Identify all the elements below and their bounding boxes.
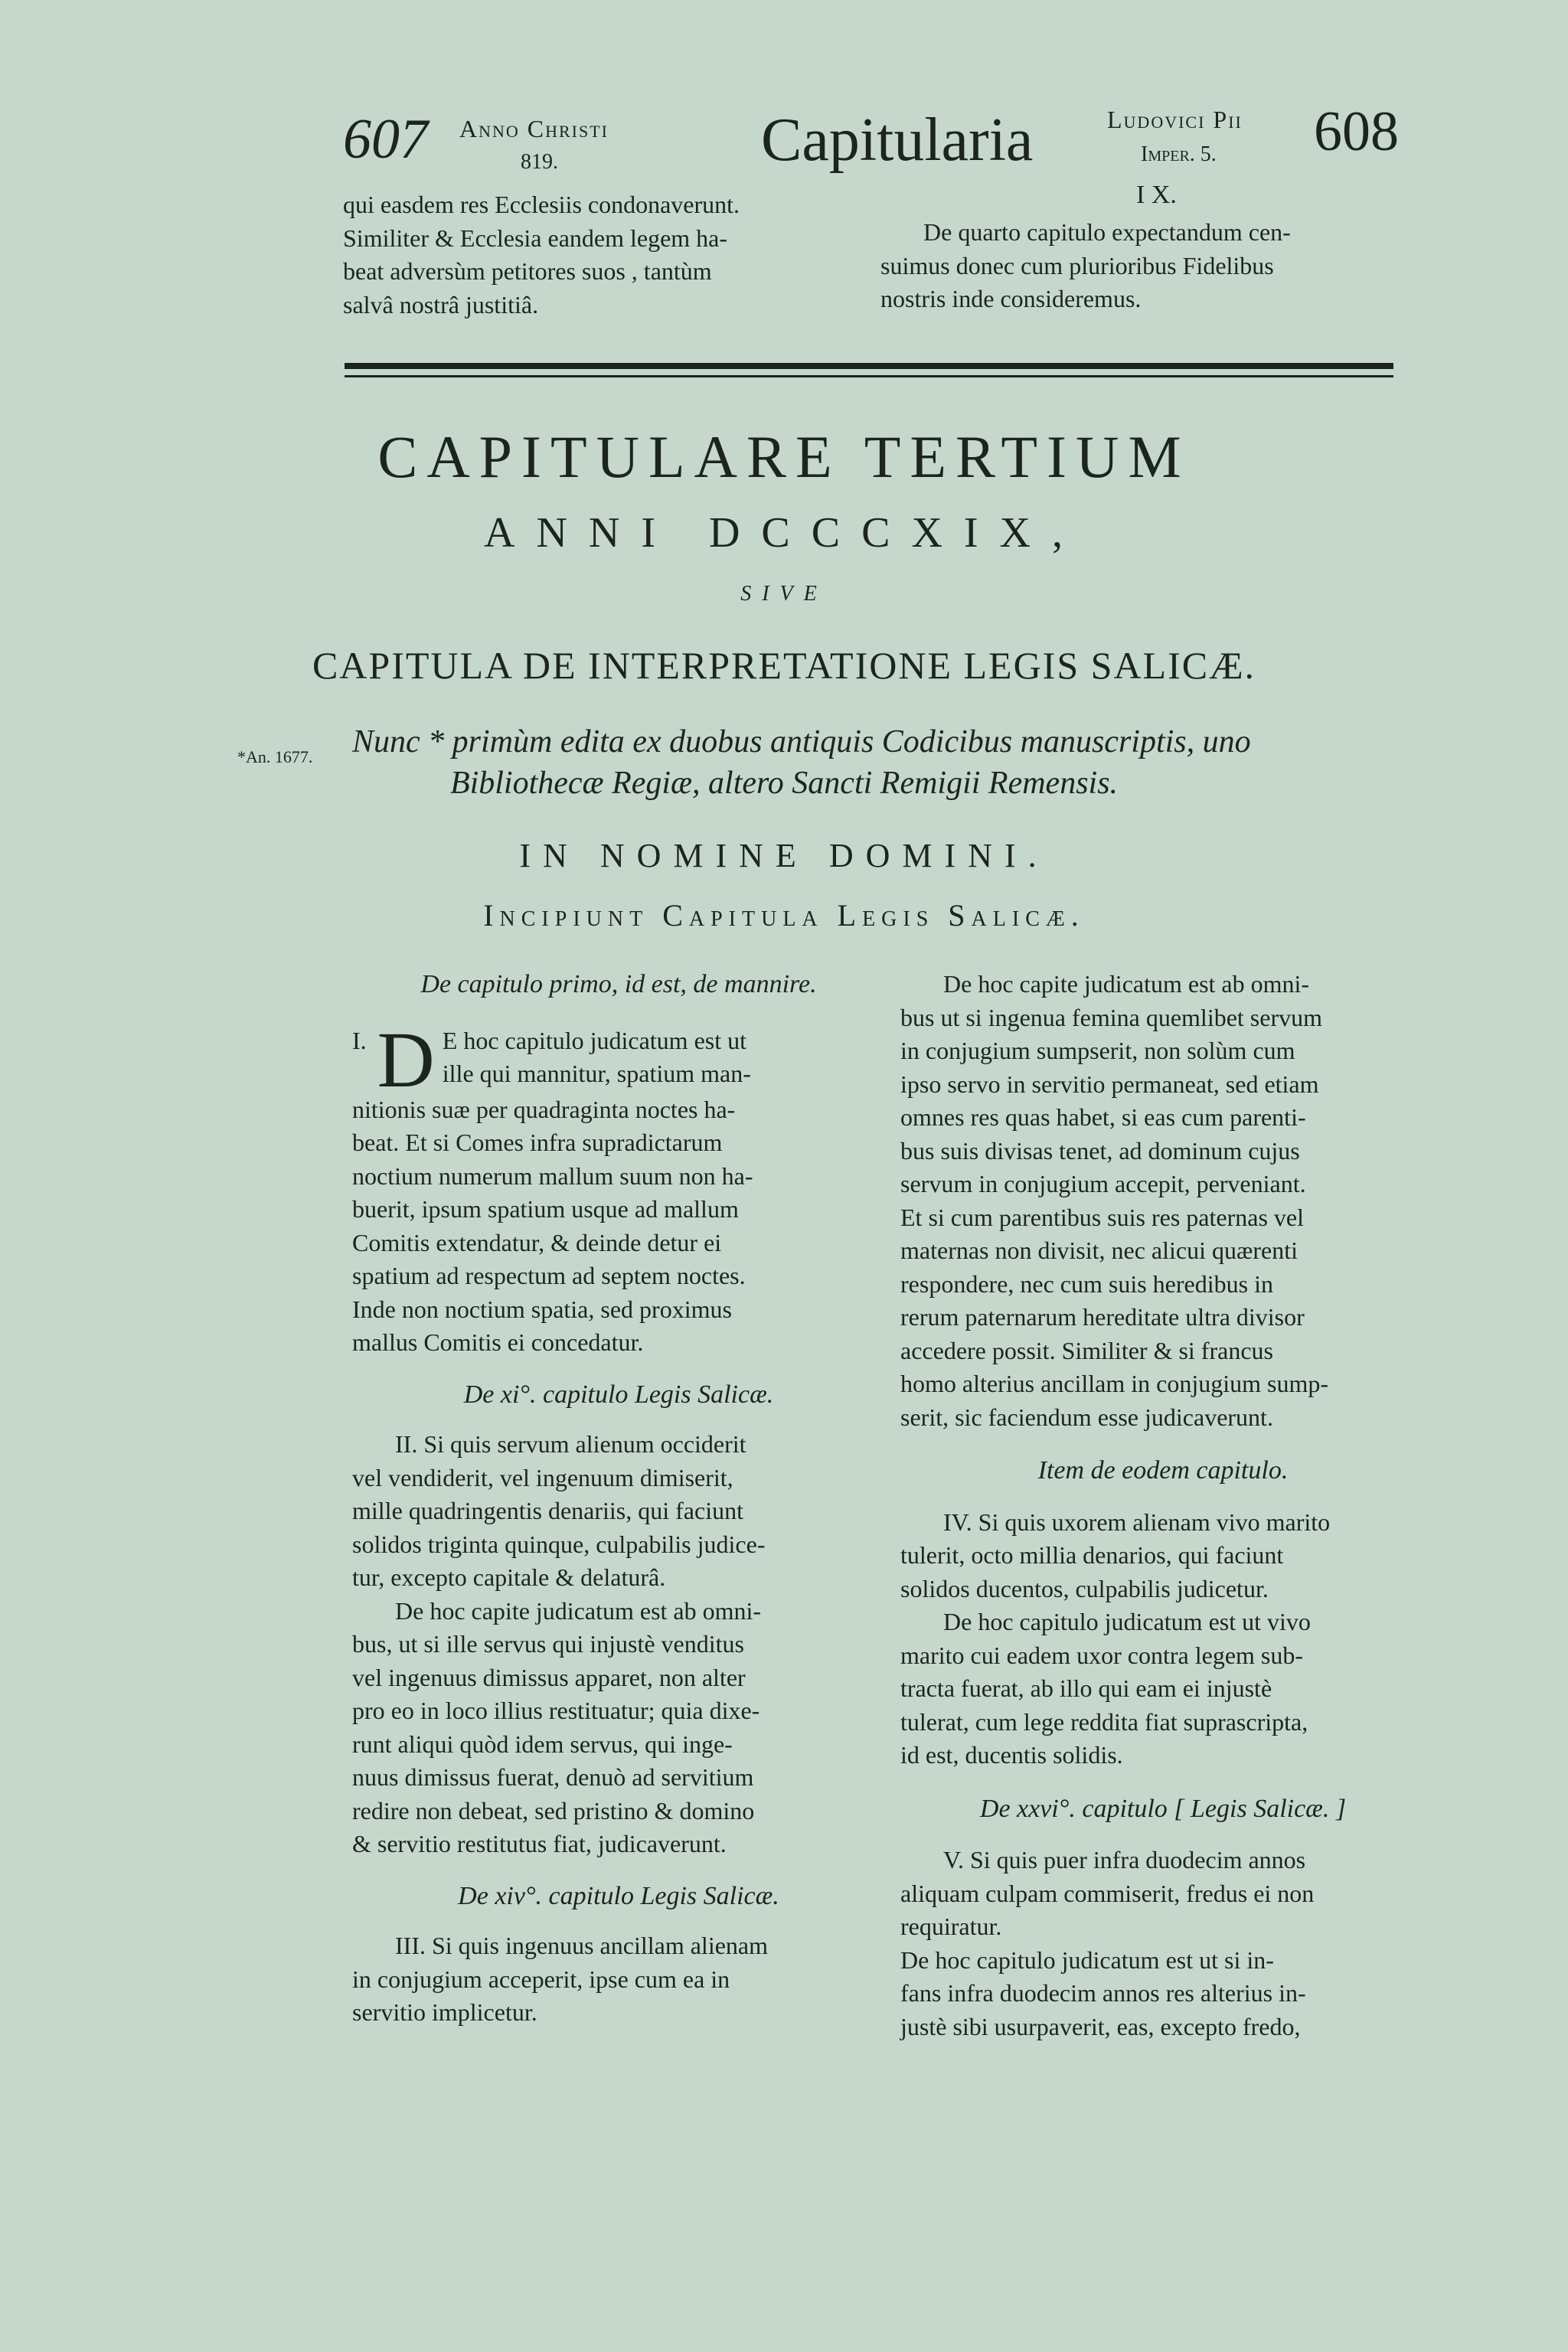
text-line: De hoc capitulo judicatum est ut si in-: [900, 1945, 1274, 1974]
text-line: in conjugium sumpserit, non solùm cum: [900, 1037, 1295, 1064]
text-line: beat adversùm petitores suos , tantùm: [343, 257, 712, 285]
paragraph-number: I.: [352, 1026, 367, 1054]
text-line: mille quadringentis denariis, qui faciunt: [352, 1497, 743, 1524]
text-line: homo alterius ancillam in conjugium sump-: [900, 1370, 1329, 1397]
text-line: rerum paternarum hereditate ultra divisor: [900, 1303, 1305, 1331]
text-line: maternas non divisit, nec alicui quærenti: [900, 1236, 1298, 1264]
subheading: De xxvi°. capitulo [ Legis Salicæ. ]: [979, 1794, 1347, 1823]
text-line: id est, ducentis solidis.: [900, 1741, 1123, 1769]
text-line: Comitis extendatur, & deinde detur ei: [352, 1228, 722, 1256]
text-line: Similiter & Ecclesia eandem legem ha-: [343, 224, 728, 252]
text-line: runt aliqui quòd idem servus, qui inge-: [352, 1730, 733, 1758]
text-line: E hoc capitulo judicatum est ut: [442, 1026, 746, 1054]
text-line: ille qui mannitur, spatium man-: [442, 1060, 751, 1087]
text-line: IV. Si quis uxorem alienam vivo marito: [943, 1508, 1331, 1536]
title-line-1: CAPITULARE TERTIUM: [377, 423, 1191, 490]
margin-note: *An. 1677.: [237, 747, 313, 766]
paragraph-i: [352, 1024, 885, 1360]
text-line: salvâ nostrâ justitiâ.: [343, 290, 539, 318]
text-line: solidos triginta quinque, culpabilis judice-: [352, 1530, 766, 1558]
text-line: accedere possit. Similiter & si francus: [900, 1336, 1273, 1364]
text-line: fans infra duodecim annos res alterius in-: [900, 1979, 1306, 2007]
page-number-right: 608: [1314, 100, 1399, 163]
section-heading-ix: I X.: [1136, 181, 1177, 209]
right-column: [900, 968, 1426, 2043]
text-line: servum in conjugium accepit, perveniant.: [900, 1170, 1306, 1197]
subheading: De xi°. capitulo Legis Salicæ.: [463, 1380, 774, 1409]
top-right-continuation: [880, 216, 1398, 316]
text-line: qui easdem res Ecclesiis condonaverunt.: [343, 191, 740, 218]
text-line: aliquam culpam commiserit, fredus ei non: [900, 1879, 1315, 1907]
text-line: pro eo in loco illius restituatur; quia dixe-: [352, 1697, 760, 1724]
text-line: V. Si quis puer infra duodecim annos: [943, 1846, 1306, 1873]
text-line: vel vendiderit, vel ingenuum dimiserit,: [352, 1463, 733, 1491]
text-line: II. Si quis servum alienum occiderit: [395, 1430, 746, 1458]
text-line: suimus donec cum plurioribus Fidelibus: [880, 251, 1274, 279]
text-line: beat. Et si Comes infra supradictarum: [352, 1129, 723, 1156]
text-line: servitio implicetur.: [352, 1998, 537, 2026]
subheading: Item de eodem capitulo.: [1037, 1456, 1289, 1485]
header-ruler-year: Imper. 5.: [1141, 142, 1217, 166]
page-number-left: 607: [343, 108, 428, 171]
subheading: De xiv°. capitulo Legis Salicæ.: [458, 1881, 779, 1910]
text-line: tulerit, octo millia denarios, qui faciunt: [900, 1541, 1284, 1569]
title-line-4: CAPITULA DE INTERPRETATIONE LEGIS SALICÆ.: [312, 644, 1256, 687]
text-line: tur, excepto capitale & delaturâ.: [352, 1563, 666, 1591]
incipiunt-heading: Incipiunt Capitula Legis Salicæ.: [483, 898, 1085, 933]
text-line: in conjugium acceperit, ipse cum ea in: [352, 1965, 730, 1993]
text-line: III. Si quis ingenuus ancillam alienam: [395, 1932, 768, 1959]
drop-cap: D: [377, 1024, 435, 1104]
text-line: buerit, ipsum spatium usque ad mallum: [352, 1195, 739, 1223]
text-line: requiratur.: [900, 1913, 1002, 1940]
text-line: De hoc capitulo judicatum est ut vivo: [943, 1608, 1311, 1635]
text-line: De hoc capite judicatum est ab omni-: [395, 1596, 762, 1625]
text-line: De quarto capitulo expectandum cen-: [923, 218, 1291, 246]
edition-note-line-2: Bibliothecæ Regiæ, altero Sancti Remigii Remensis.: [449, 766, 1119, 801]
title-line-2: ANNI DCCCXIX,: [484, 509, 1084, 557]
divider-thin: [345, 375, 1393, 377]
left-column: [352, 968, 885, 2030]
text-line: nostris inde consideremus.: [880, 285, 1142, 312]
text-line: serit, sic faciendum esse judicaverunt.: [900, 1403, 1273, 1431]
text-line: spatium ad respectum ad septem noctes.: [352, 1262, 746, 1289]
text-line: tulerat, cum lege reddita fiat suprascripta,: [900, 1707, 1308, 1736]
divider-thick: [345, 363, 1393, 369]
text-line: respondere, nec cum suis heredibus in: [900, 1269, 1273, 1298]
text-line: marito cui eadem uxor contra legem sub-: [900, 1641, 1304, 1669]
text-line: bus suis divisas tenet, ad dominum cujus: [900, 1136, 1300, 1165]
edition-note: [352, 721, 1409, 763]
text-line: nitionis suæ per quadraginta noctes ha-: [352, 1095, 736, 1123]
text-line: omnes res quas habet, si eas cum parenti-: [900, 1103, 1306, 1131]
text-line: tracta fuerat, ab illo qui eam ei injustè: [900, 1674, 1272, 1702]
text-line: ipso servo in servitio permaneat, sed etiam: [900, 1070, 1319, 1098]
text-line: nuus dimissus fuerat, denuò ad servitium: [352, 1763, 754, 1791]
text-line: De hoc capite judicatum est ab omni-: [943, 970, 1310, 998]
text-line: bus, ut si ille servus qui injustè venditus: [352, 1630, 744, 1658]
text-line: noctium numerum mallum suum non ha-: [352, 1161, 753, 1190]
text-line: vel ingenuus dimissus apparet, non alter: [352, 1663, 746, 1691]
text-line: Et si cum parentibus suis res paternas vel: [900, 1203, 1304, 1231]
text-line: mallus Comitis ei concedatur.: [352, 1328, 644, 1356]
text-line: justè sibi usurpaverit, eas, excepto fredo,: [900, 2012, 1301, 2040]
subheading: De capitulo primo, id est, de mannire.: [420, 970, 817, 998]
header-year-value: 819.: [521, 150, 558, 174]
in-nomine-heading: IN NOMINE DOMINI.: [519, 837, 1049, 874]
text-line: redire non debeat, sed pristino & domino: [352, 1796, 755, 1824]
text-line: & servitio restitutus fiat, judicaverunt.: [352, 1830, 727, 1857]
top-left-continuation: [343, 188, 810, 322]
text-line: bus ut si ingenua femina quemlibet servum: [900, 1003, 1322, 1031]
text-line: Inde non noctium spatia, sed proximus: [352, 1295, 732, 1323]
header-year-label: Anno Christi: [459, 115, 609, 142]
header-ruler-label: Ludovici Pii: [1107, 106, 1243, 133]
text-line: Nunc * primùm edita ex duobus antiquis Codicibus manuscriptis, uno: [352, 724, 1251, 760]
running-title: Capitularia: [761, 106, 1034, 174]
text-line: solidos ducentos, culpabilis judicetur.: [900, 1574, 1269, 1602]
title-line-3: SIVE: [740, 582, 828, 606]
